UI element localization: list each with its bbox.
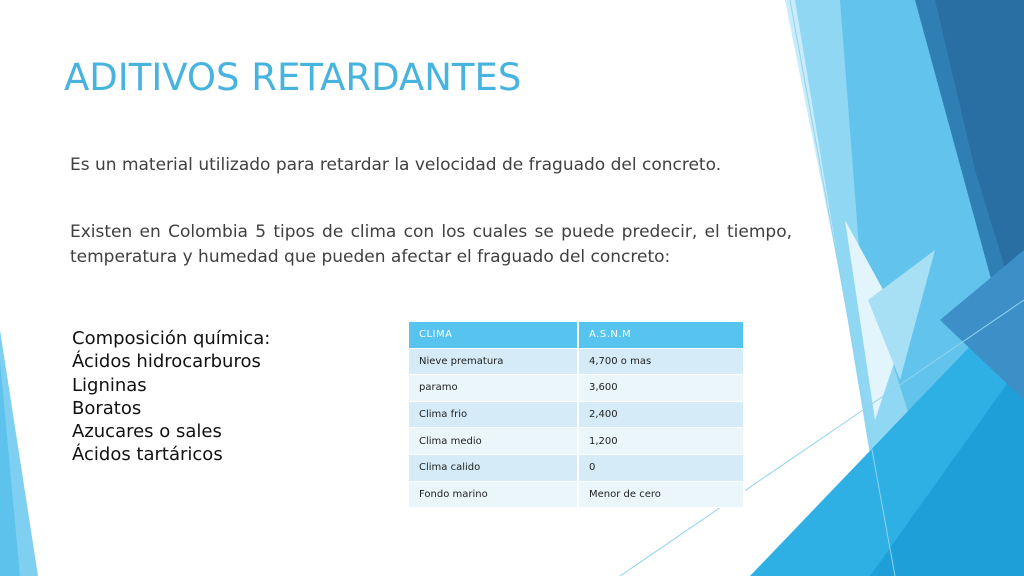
table-row: [409, 375, 744, 402]
cell-altitude: 3,600: [578, 375, 744, 402]
composition-item: Ligninas: [72, 374, 147, 396]
composition-item: Azucares o sales: [72, 421, 222, 443]
cell-altitude: 2,400: [578, 401, 744, 428]
table-row: [409, 481, 744, 508]
cell-clima: paramo: [409, 375, 578, 402]
paragraph-definition: Es un material utilizado para retardar la velocidad de fraguado del concreto.: [70, 155, 722, 175]
table-row: [409, 348, 744, 375]
table-row: [409, 428, 744, 455]
composition-item: Boratos: [72, 397, 142, 419]
composition-item: Ácidos tartáricos: [72, 444, 223, 466]
cell-clima: Clima calido: [409, 454, 578, 481]
paragraph-climates: Existen en Colombia 5 tipos de clima con los cuales se puede predecir, el tiempo, temperatura y humedad que pueden afectar el fraguado del concreto:: [70, 222, 792, 267]
composition-list: [72, 327, 270, 467]
slide-title: ADITIVOS RETARDANTES: [64, 56, 522, 99]
table-header-row: [409, 322, 744, 348]
cell-altitude: 4,700 o mas: [578, 348, 744, 375]
cell-clima: Clima medio: [409, 428, 578, 455]
cell-clima: Clima frio: [409, 401, 578, 428]
cell-clima: Fondo marino: [409, 481, 578, 508]
table-row: [409, 454, 744, 481]
header-asnm: A.S.N.M: [578, 322, 744, 348]
cell-altitude: 1,200: [578, 428, 744, 455]
composition-heading: Composición química:: [72, 328, 271, 349]
cell-clima: Nieve prematura: [409, 348, 578, 375]
cell-altitude: 0: [578, 454, 744, 481]
composition-item: Ácidos hidrocarburos: [72, 351, 261, 373]
climate-table: [409, 322, 745, 508]
cell-altitude: Menor de cero: [578, 481, 744, 508]
table-row: [409, 401, 744, 428]
header-clima: CLIMA: [409, 322, 578, 348]
